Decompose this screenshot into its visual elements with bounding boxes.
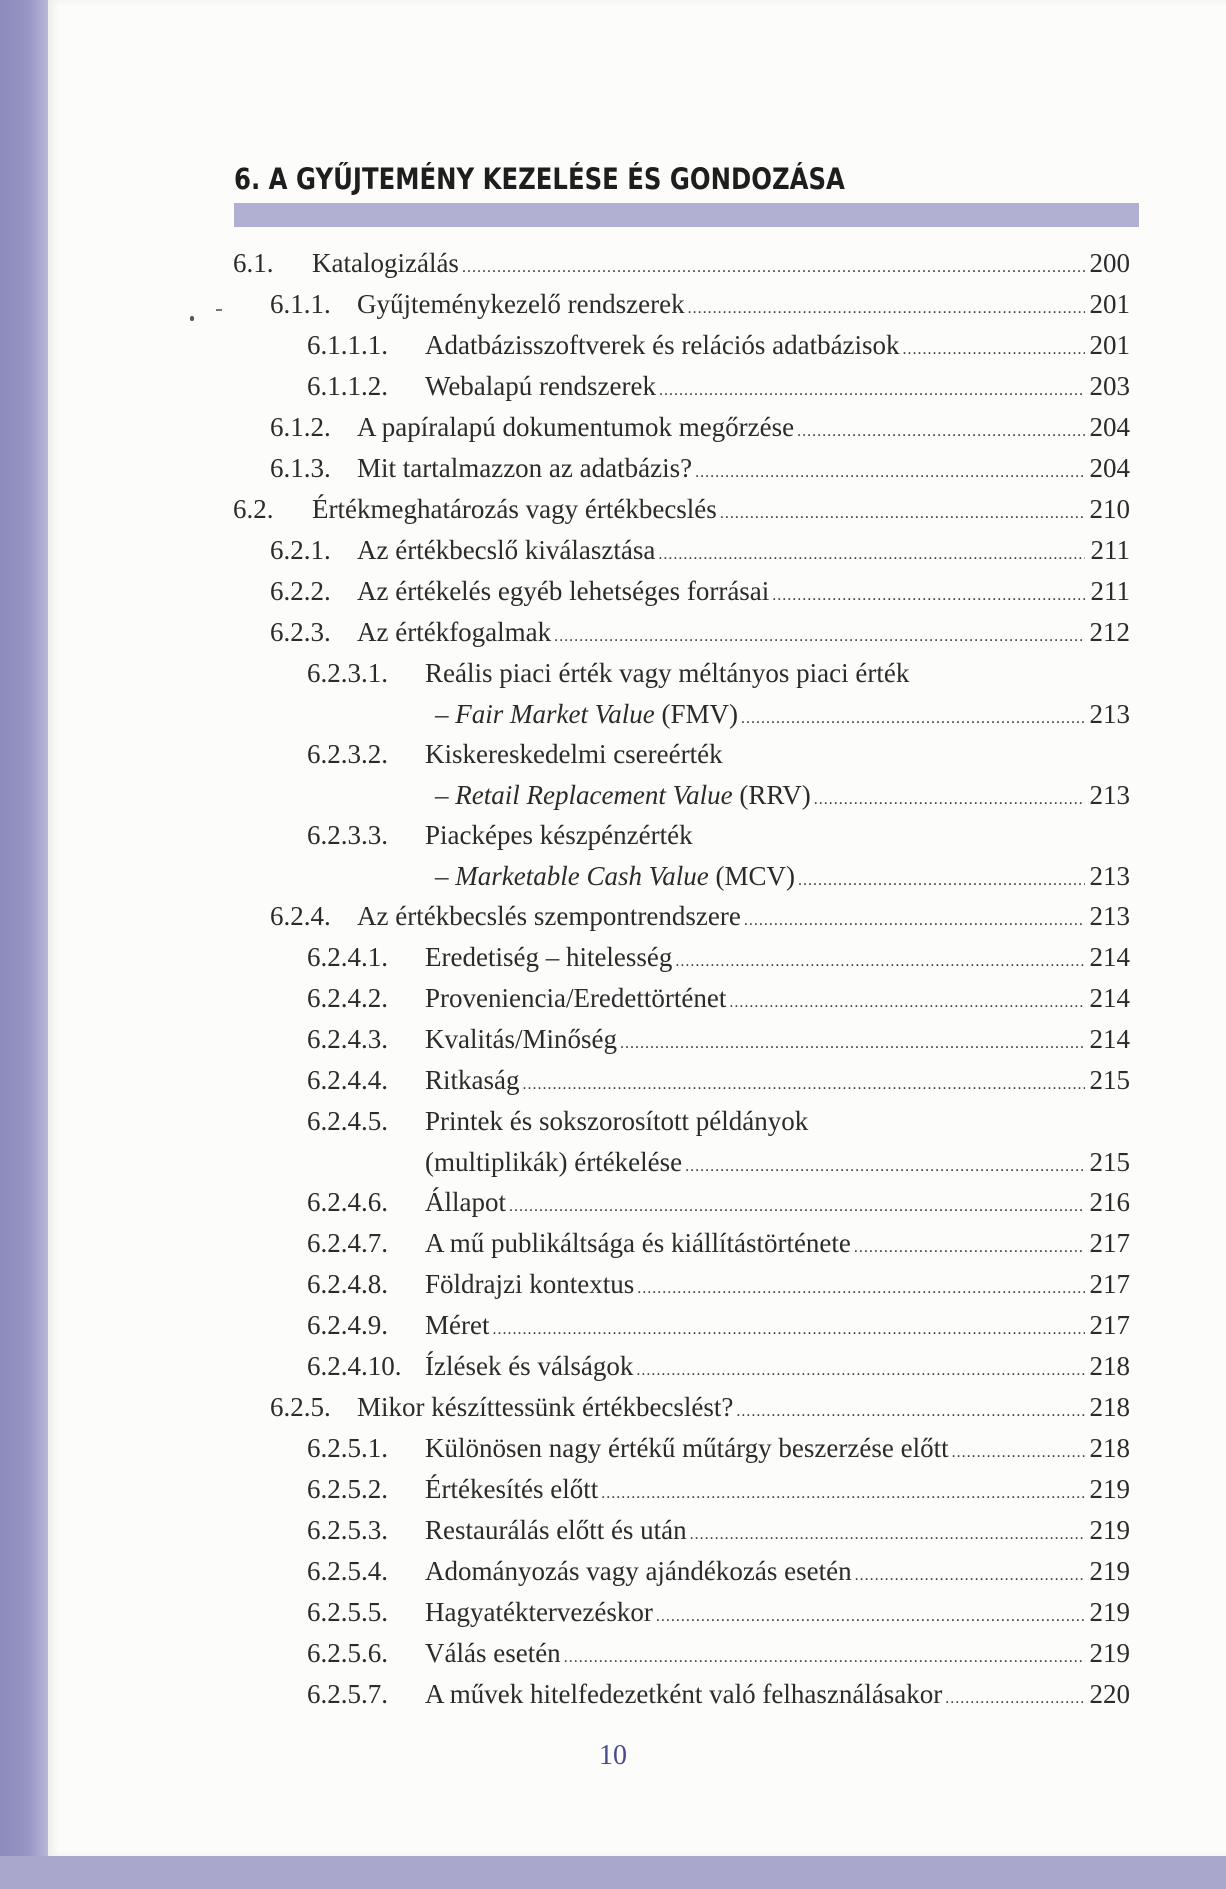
toc-entry-title: Ízlések és válságok (425, 1351, 634, 1381)
english-term: Retail Replacement Value (455, 780, 733, 810)
subtitle-prefix: – (435, 780, 456, 810)
toc-entry[interactable] (307, 981, 1130, 1015)
toc-entry-page: 212 (1089, 617, 1130, 647)
dot-leader (798, 864, 1085, 898)
toc-entry-continuation[interactable] (425, 1145, 1130, 1179)
toc-entry-title: Proveniencia/Eredettörténet (425, 983, 727, 1013)
toc-entry-number: 6.2.4.3. (307, 1024, 388, 1054)
toc-entry-page: 215 (1089, 1065, 1130, 1095)
toc-entry-page: 220 (1089, 1679, 1130, 1709)
toc-entry-title: A papíralapú dokumentumok megőrzése (357, 412, 795, 442)
toc-entry-page: 216 (1089, 1187, 1130, 1217)
toc-entry-page: 219 (1089, 1515, 1130, 1545)
toc-entry[interactable] (307, 1185, 1130, 1219)
dot-leader (656, 1600, 1085, 1634)
dot-leader (854, 1231, 1085, 1265)
toc-entry-number: 6.2.4. (270, 901, 331, 931)
toc-entry-page: 219 (1089, 1474, 1130, 1504)
dot-leader (690, 1518, 1085, 1552)
toc-entry[interactable] (270, 410, 1130, 444)
toc-entry-page: 218 (1089, 1392, 1130, 1422)
toc-entry-page: 214 (1089, 1024, 1130, 1054)
toc-entry-page: 200 (1089, 248, 1130, 278)
toc-entry[interactable] (307, 1677, 1130, 1711)
toc-entry-title: Hagyatéktervezéskor (425, 1597, 653, 1627)
dot-leader (903, 333, 1085, 367)
dot-leader (744, 904, 1085, 938)
subtitle-prefix: – (435, 861, 456, 891)
toc-entry-number: 6.2.5.1. (307, 1433, 388, 1463)
toc-entry-number: 6.2.5.4. (307, 1556, 388, 1586)
toc-entry-title: Printek és sokszorosított példányok (425, 1106, 809, 1136)
dot-leader (601, 1477, 1085, 1511)
toc-entry-continuation[interactable] (435, 697, 1130, 731)
dot-leader (945, 1682, 1085, 1716)
toc-entry-subtitle (435, 859, 795, 893)
toc-entry[interactable] (307, 1636, 1130, 1670)
toc-entry-page: 217 (1089, 1228, 1130, 1258)
toc-entry-title: Mit tartalmazzon az adatbázis? (357, 453, 693, 483)
toc-entry-page: 217 (1089, 1310, 1130, 1340)
toc-entry[interactable] (307, 940, 1130, 974)
toc-entry-continuation[interactable] (435, 859, 1130, 893)
toc-entry-title: Mikor készíttessünk értékbecslést? (357, 1392, 734, 1422)
toc-entry-number: 6.1.1.2. (307, 371, 388, 401)
toc-entry-number: 6.2.4.1. (307, 942, 388, 972)
toc-entry-page: 214 (1089, 942, 1130, 972)
toc-entry-number: 6.2.4.2. (307, 983, 388, 1013)
dot-leader (564, 1641, 1085, 1675)
toc-entry[interactable] (270, 574, 1130, 608)
toc-entry-page: 213 (1089, 699, 1130, 729)
dot-leader (729, 986, 1085, 1020)
toc-entry-number: 6.2.5.6. (307, 1638, 388, 1668)
toc-entry-title: Különösen nagy értékű műtárgy beszerzése előtt (425, 1433, 949, 1463)
toc-entry-title: Webalapú rendszerek (425, 371, 656, 401)
dot-leader (736, 1395, 1085, 1429)
dot-leader (523, 1068, 1086, 1102)
toc-entry-title: Restaurálás előtt és után (425, 1515, 687, 1545)
toc-entry-number: 6.2.5.3. (307, 1515, 388, 1545)
subtitle-prefix: (multiplikák) értékelése (425, 1147, 683, 1177)
english-term: Fair Market Value (455, 699, 655, 729)
toc-entry[interactable] (307, 1022, 1130, 1056)
toc-entry-subtitle (435, 778, 811, 812)
toc-entry-number: 6.1.3. (270, 453, 331, 483)
toc-entry-page: 210 (1089, 494, 1130, 524)
toc-entry-page: 211 (1090, 576, 1130, 606)
subtitle-prefix: – (435, 699, 456, 729)
toc-entry-title: A művek hitelfedezetként való felhasználásakor (425, 1679, 943, 1709)
dot-leader (685, 1150, 1085, 1184)
toc-entry[interactable] (307, 1104, 1130, 1138)
toc-entry[interactable] (307, 1308, 1130, 1342)
toc-entry[interactable] (307, 1267, 1130, 1301)
toc-entry-number: 6.2.2. (270, 576, 331, 606)
toc-entry-number: 6.1.2. (270, 412, 331, 442)
toc-entry-page: 213 (1089, 780, 1130, 810)
abbreviation: (MCV) (708, 861, 795, 891)
toc-entry-page: 218 (1089, 1351, 1130, 1381)
abbreviation: (RRV) (732, 780, 811, 810)
toc-entry[interactable] (307, 1431, 1130, 1465)
toc-entry-continuation[interactable] (435, 778, 1130, 812)
toc-entry-number: 6.2.3. (270, 617, 331, 647)
toc-entry-page: 214 (1089, 983, 1130, 1013)
toc-entry[interactable] (307, 1513, 1130, 1547)
toc-entry-number: 6.2.5. (270, 1392, 331, 1422)
dot-leader (462, 251, 1085, 285)
toc-entry[interactable] (307, 1226, 1130, 1260)
toc-entry-page: 218 (1089, 1433, 1130, 1463)
toc-entry[interactable] (307, 656, 1130, 690)
toc-entry-page: 219 (1089, 1556, 1130, 1586)
toc-entry-page: 213 (1089, 861, 1130, 891)
dot-leader (659, 374, 1085, 408)
toc-entry-number: 6.1.1.1. (307, 330, 388, 360)
dot-leader (814, 783, 1085, 817)
toc-entry-number: 6.2.4.6. (307, 1187, 388, 1217)
toc-entry-title: Az értékbecslés szempontrendszere (357, 901, 741, 931)
toc-entry-page: 201 (1089, 330, 1130, 360)
toc-entry-title: Az értékbecslő kiválasztása (357, 535, 656, 565)
toc-entry-title: Gyűjteménykezelő rendszerek (357, 289, 685, 319)
toc-entry-title: Piacképes készpénzérték (425, 820, 693, 850)
toc-entry[interactable] (307, 1063, 1130, 1097)
english-term: Marketable Cash Value (455, 861, 709, 891)
toc-entry-number: 6.1.1. (270, 289, 331, 319)
toc-entry[interactable] (270, 1390, 1130, 1424)
toc-entry[interactable] (270, 451, 1130, 485)
toc-entry-title: Földrajzi kontextus (425, 1269, 635, 1299)
toc-entry-title: Értékmeghatározás vagy értékbecslés (312, 494, 717, 524)
toc-entry-title: Katalogizálás (312, 248, 459, 278)
dot-leader (509, 1190, 1085, 1224)
toc-entry-number: 6.2.1. (270, 535, 331, 565)
chapter-title: 6. A GYŰJTEMÉNY KEZELÉSE ÉS GONDOZÁSA (234, 162, 845, 196)
toc-entry-page: 211 (1090, 535, 1130, 565)
toc-entry-page: 204 (1089, 453, 1130, 483)
toc-entry-title: Ritkaság (425, 1065, 520, 1095)
dot-leader (772, 579, 1085, 613)
toc-entry-number: 6.2.5.7. (307, 1679, 388, 1709)
toc-entry-number: 6.2.4.4. (307, 1065, 388, 1095)
dot-leader (688, 292, 1085, 326)
toc-entry-number: 6.2.5.5. (307, 1597, 388, 1627)
dot-leader (695, 456, 1085, 490)
toc-entry[interactable] (307, 1554, 1130, 1588)
dot-leader (675, 945, 1085, 979)
toc-entry[interactable] (307, 818, 1130, 852)
bottom-band (0, 1856, 1226, 1889)
toc-entry-number: 6.2.3.1. (307, 658, 388, 688)
toc-entry-number: 6.2.4.7. (307, 1228, 388, 1258)
toc-entry-title: Adatbázisszoftverek és relációs adatbázisok (425, 330, 900, 360)
toc-entry-number: 6.2.4.8. (307, 1269, 388, 1299)
toc-entry-number: 6.2.3.2. (307, 739, 388, 769)
toc-entry[interactable] (307, 328, 1130, 362)
toc-entry-title: Kiskereskedelmi csereérték (425, 739, 723, 769)
toc-entry[interactable] (233, 492, 1130, 526)
toc-entry[interactable] (270, 533, 1130, 567)
toc-entry-page: 203 (1089, 371, 1130, 401)
toc-entry[interactable] (270, 899, 1130, 933)
toc-entry-title: Adományozás vagy ajándékozás esetén (425, 1556, 852, 1586)
dot-leader (720, 497, 1085, 531)
toc-entry-number: 6.2.5.2. (307, 1474, 388, 1504)
toc-entry-title: Kvalitás/Minőség (425, 1024, 617, 1054)
toc-entry[interactable] (307, 737, 1130, 771)
toc-entry-number: 6.2. (233, 494, 274, 524)
toc-entry-title: Méret (425, 1310, 490, 1340)
toc-entry-page: 217 (1089, 1269, 1130, 1299)
toc-entry-title: Válás esetén (425, 1638, 561, 1668)
toc-entry-subtitle (435, 697, 738, 731)
dot-leader (554, 620, 1085, 654)
toc-entry-number: 6.2.4.9. (307, 1310, 388, 1340)
dot-leader (797, 415, 1085, 449)
toc-entry-page: 204 (1089, 412, 1130, 442)
toc-entry-page: 215 (1089, 1147, 1130, 1177)
toc-entry-title: Az értékfogalmak (357, 617, 552, 647)
toc-entry[interactable] (307, 1595, 1130, 1629)
dot-leader (658, 538, 1085, 572)
toc-entry-title: Eredetiség – hitelesség (425, 942, 673, 972)
toc-entry-title: A mű publikáltsága és kiállítástörténete (425, 1228, 851, 1258)
toc-entry-title: Állapot (425, 1187, 506, 1217)
dot-leader (620, 1027, 1085, 1061)
toc-entry[interactable] (307, 369, 1130, 403)
dot-leader (855, 1559, 1085, 1593)
toc-entry-subtitle (425, 1145, 682, 1179)
toc-entry[interactable] (270, 287, 1130, 321)
toc-entry-title: Az értékelés egyéb lehetséges forrásai (357, 576, 770, 606)
toc-entry-page: 201 (1089, 289, 1130, 319)
toc-entry-title: Értékesítés előtt (425, 1474, 599, 1504)
toc-entry[interactable] (233, 246, 1130, 280)
toc-entry-number: 6.1. (233, 248, 274, 278)
toc-entry-number: 6.2.4.5. (307, 1106, 388, 1136)
dot-leader (637, 1272, 1085, 1306)
toc-entry-page: 219 (1089, 1597, 1130, 1627)
dot-leader (741, 702, 1085, 736)
toc-entry-page: 213 (1089, 901, 1130, 931)
toc-entry[interactable] (270, 615, 1130, 649)
page-number: 10 (599, 1740, 627, 1771)
abbreviation: (FMV) (654, 699, 738, 729)
dot-leader (492, 1313, 1085, 1347)
toc-entry-page: 219 (1089, 1638, 1130, 1668)
toc-entry[interactable] (307, 1349, 1130, 1383)
toc-entry-number: 6.2.3.3. (307, 820, 388, 850)
toc-entry[interactable] (307, 1472, 1130, 1506)
toc-entry-title: Reális piaci érték vagy méltányos piaci érték (425, 658, 910, 688)
dot-leader (952, 1436, 1085, 1470)
dot-leader (636, 1354, 1085, 1388)
toc-entry-number: 6.2.4.10. (307, 1351, 402, 1381)
